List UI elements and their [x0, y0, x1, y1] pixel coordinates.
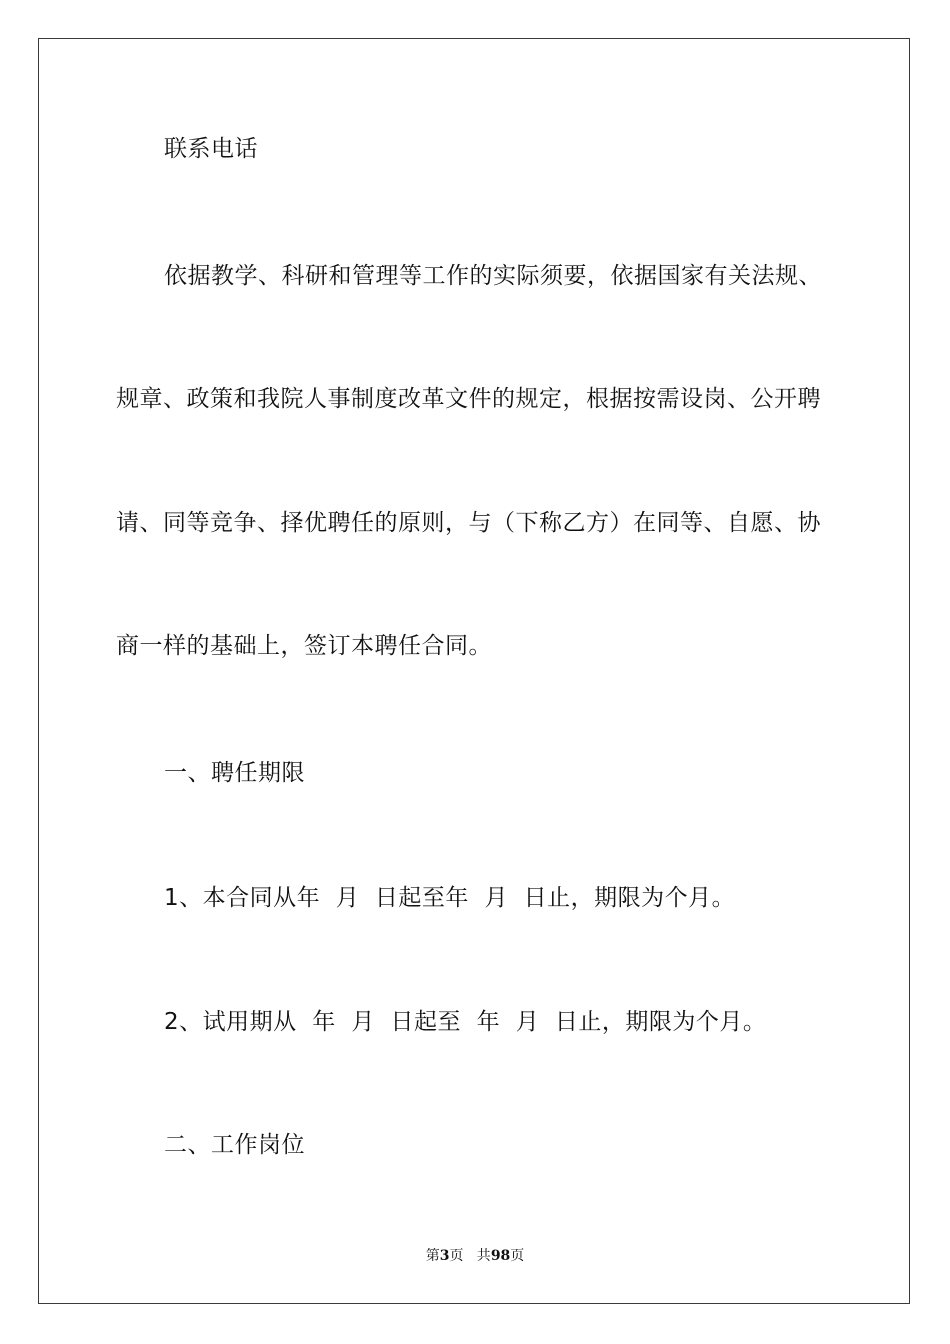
paragraph-line: 商一样的基础上，签订本聘任合同。 — [116, 633, 492, 659]
paragraph-line: 依据教学、科研和管理等工作的实际须要，依据国家有关法规、 — [164, 263, 822, 289]
footer-page-prefix: 第 — [425, 1248, 440, 1264]
footer-total-pages: 98 — [490, 1248, 511, 1264]
clause-line: 1、本合同从年 月 日起至年 月 日止，期限为个月。 — [164, 885, 736, 911]
page-frame — [38, 38, 910, 1304]
clause-line: 2、试用期从 年 月 日起至 年 月 日止，期限为个月。 — [164, 1009, 767, 1035]
footer-page-mid: 页 共 — [449, 1248, 491, 1264]
paragraph-line: 规章、政策和我院人事制度改革文件的规定，根据按需设岗、公开聘 — [116, 386, 821, 412]
footer-page-number: 3 — [439, 1248, 450, 1264]
section-heading: 一、聘任期限 — [164, 760, 305, 786]
footer-page-suffix: 页 — [510, 1248, 525, 1264]
section-heading: 二、工作岗位 — [164, 1132, 305, 1158]
contact-phone-line: 联系电话 — [164, 136, 258, 162]
page-footer — [0, 1246, 950, 1266]
paragraph-line: 请、同等竞争、择优聘任的原则，与（下称乙方）在同等、自愿、协 — [116, 510, 821, 536]
